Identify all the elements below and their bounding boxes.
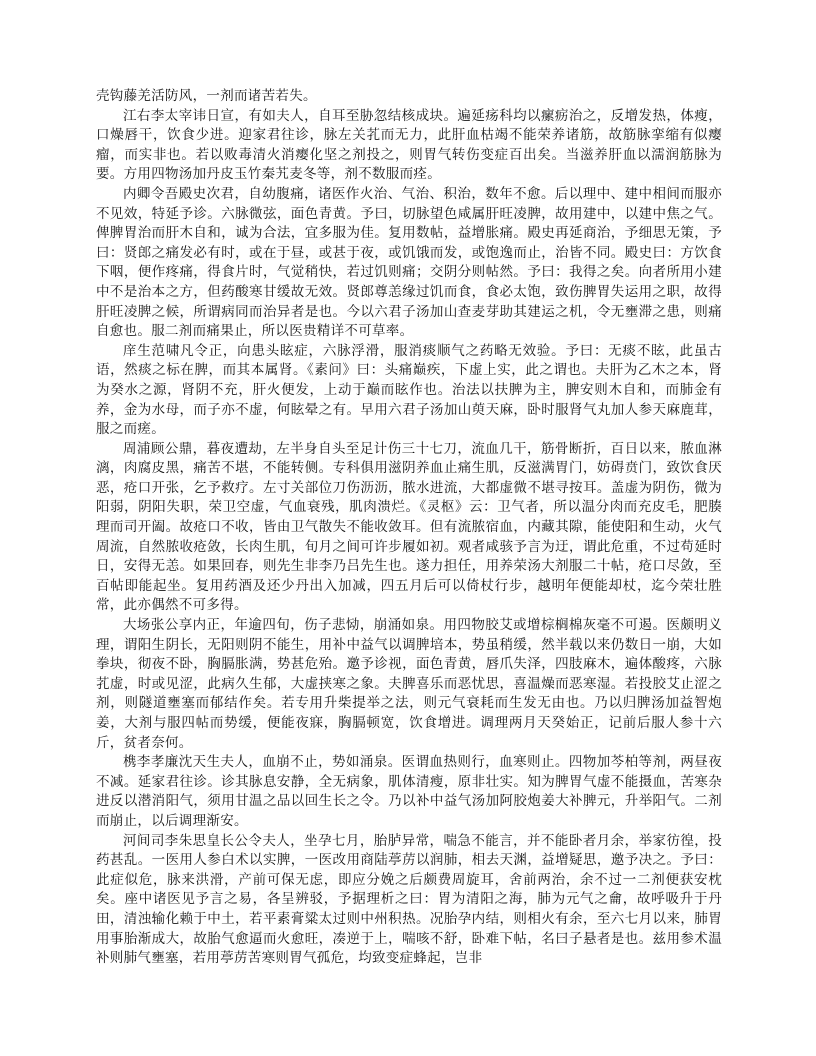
text-block <box>96 86 722 968</box>
paragraph-case-li-taizai: 江右李太宰讳日宣，有如夫人，自耳至胁忽结核成块。遍延疡科均以瘰疬治之，反增发热，体瘦，口燥唇干，饮食少进。迎家君往诊，脉左关芤而无力，此肝血枯竭不能荣养诸筋，故筋脉挛缩有似瘿瘤，而实非也。若以败毒清火消瘿化坚之剂投之，则胃气转伤变症百出矣。当滋养肝血以濡润筋脉为要。方用四物汤加丹皮玉竹秦艽麦冬等，剂不数服而痊。 <box>96 107 722 182</box>
paragraph-case-gu-gongding: 周浦顾公鼎，暮夜遭劫，左半身自头至足计伤三十七刀，流血几干，筋骨断折，百日以来，脓血淋漓，肉腐皮黑，痛苦不堪，不能转侧。专科俱用滋阴养血止痛生肌，反滋满胃门，妨碍贲门，致饮食厌恶，疮口开张，乞予救疗。左寸关部位刀伤沥沥，脓水进流，大都虚微不堪寻按耳。盖虚为阴伤，微为阳弱，阴阳失职，荣卫空虚，气血衰残，肌肉溃烂。《灵枢》云：卫气者，所以温分肉而充皮毛，肥腠理而司开阖。故疮口不收，皆由卫气散失不能收敛耳。但有流脓宿血，内藏其隙，能使阳和生动，火气周流，自然脓收疮敛，长肉生肌，旬月之间可许步履如初。观者咸骇予言为迂，谓此危重，不过苟延时日，安得无恙。如果回春，则先生非李乃吕先生也。遂力担任，用养荣汤大剂服二十帖，疮口尽敛，至百帖即能起坐。复用药酒及还少丹出入加减，四五月后可以倚杖行步，越明年便能却杖，迄今荣壮胜常，此亦偶然不可多得。 <box>96 440 722 613</box>
paragraph-case-zhang-gongxiang-wife: 大场张公享内正，年逾四旬，伤子悲恸，崩涌如泉。用四物胶艾或增棕榈棉灰毫不可遏。医颇明义理，谓阳生阴长，无阳则阴不能生，用补中益气以调脾培本，势虽稍缓，然半载以来仍数日一崩，大如拳块，彻夜不卧，胸膈胀满，势甚危殆。邀予诊视，面色青黄，唇爪失泽，四肢麻木，遍体酸疼，六脉芤虚，时或见涩，此病久生郁，大虚挟寒之象。夫脾喜乐而恶忧思，喜温燥而恶寒湿。若投胶艾止涩之剂，则隧道壅塞而郁结作矣。若专用升柴提举之法，则元气衰耗而生发无由也。乃以归脾汤加益智炮姜，大剂与服四帖而势缓，便能夜寐，胸膈顿宽，饮食增进。调理两月天癸始正，记前后服人参十六斤，贫者奈何。 <box>96 617 722 750</box>
paragraph-continuation: 壳钩藤羌活防风，一剂而诸苦若失。 <box>96 88 317 103</box>
paragraph-case-shen-tiansheng-wife: 槜李孝廉沈天生夫人，血崩不止，势如涌泉。医谓血热则行，血寒则止。四物加芩柏等剂，两昼夜不减。延家君往诊。诊其脉息安静，全无病象，肌体清瘦，原非壮实。知为脾胃气虚不能摄血，苦寒杂进反以潜消阳气，须用甘温之品以回生长之令。乃以补中益气汤加阿胶炮姜大补脾元，升举阳气。二剂而崩止，以后调理渐安。 <box>96 754 722 828</box>
paragraph-case-zhu-sihuang-daughter-in-law: 河间司李朱思皇长公令夫人，坐孕七月，胎胪异常，喘急不能言，并不能卧者月余，举家彷徨，投药甚乱。一医用人参白术以实脾，一医改用商陆葶苈以润肺，相去天渊，益增疑思，邀予决之。予曰：此症似危，脉来洪滑，产前可保无虑，即应分娩之后颇费周旋耳，舍前两治，余不过一二剂便获安枕矣。座中诸医见予言之易，各呈辨驳，予据理析之曰：胃为清阳之海，肺为元气之龠，故呼吸升于丹田，清浊输化赖于中土，若平素膏粱太过则中州积热。况胎孕内结，则相火有余，至六七月以来，肺胃用事胎渐成大，故胎气愈逼而火愈旺，凑逆于上，喘咳不舒，卧难下帖，名曰子悬者是也。兹用参术温补则肺气壅塞，若用葶苈苦寒则胃气孤危，均致变症蜂起，岂非 <box>96 832 722 966</box>
paragraph-case-fan-xiaofan-wife: 庠生范啸凡令正，向患头眩症，六脉浮滑，服消痰顺气之药略无效验。予曰：无痰不眩，此虽古语，然痰之标在脾，而其本属肾。《素问》曰：头痛巅疾，下虚上实，此之谓也。夫肝为乙木之本，肾为癸水之源，肾阴不充，肝火便发，上动于巅而眩作也。治法以扶脾为主，脾安则木自和，而肺金有养，金为水母，而子亦不虚，何眩晕之有。早用六君子汤加山萸天麻，卧时服肾气丸加人参天麻鹿茸，服之而瘥。 <box>96 342 722 437</box>
paragraph-case-dianshi-son: 内卿令吾殿史次君，自幼腹痛，诸医作火治、气治、积治，数年不愈。后以理中、建中相间而服亦不见效，特延予诊。六脉微弦，面色青黄。予曰，切脉望色咸属肝旺凌脾，故用建中，以建中焦之气。俾脾胃治而肝木自和，诚为合法，宜多服为佳。复用数帖，益增胀痛。殿史再延商治，予细思无策，予曰：贤郎之痛发必有时，或在于昼，或甚于夜，或饥饿而发，或饱逸而止，治皆不同。殿史曰：方饮食下咽，便作疼痛，得食片时，气觉稍快，若过饥则痛；交阴分则帖然。予曰：我得之矣。向者所用小建中不是治本之方，但药酸寒甘缓故无效。贤郎尊恙缘过饥而食，食必太饱，致伤脾胃失运用之职，故得肝旺凌脾之候，所谓病同而治异者是也。今以六君子汤加山查麦芽助其建运之机，令无壅滞之患，则痛自愈也。服二剂而痛果止，所以医贵精详不可草率。 <box>96 185 722 339</box>
